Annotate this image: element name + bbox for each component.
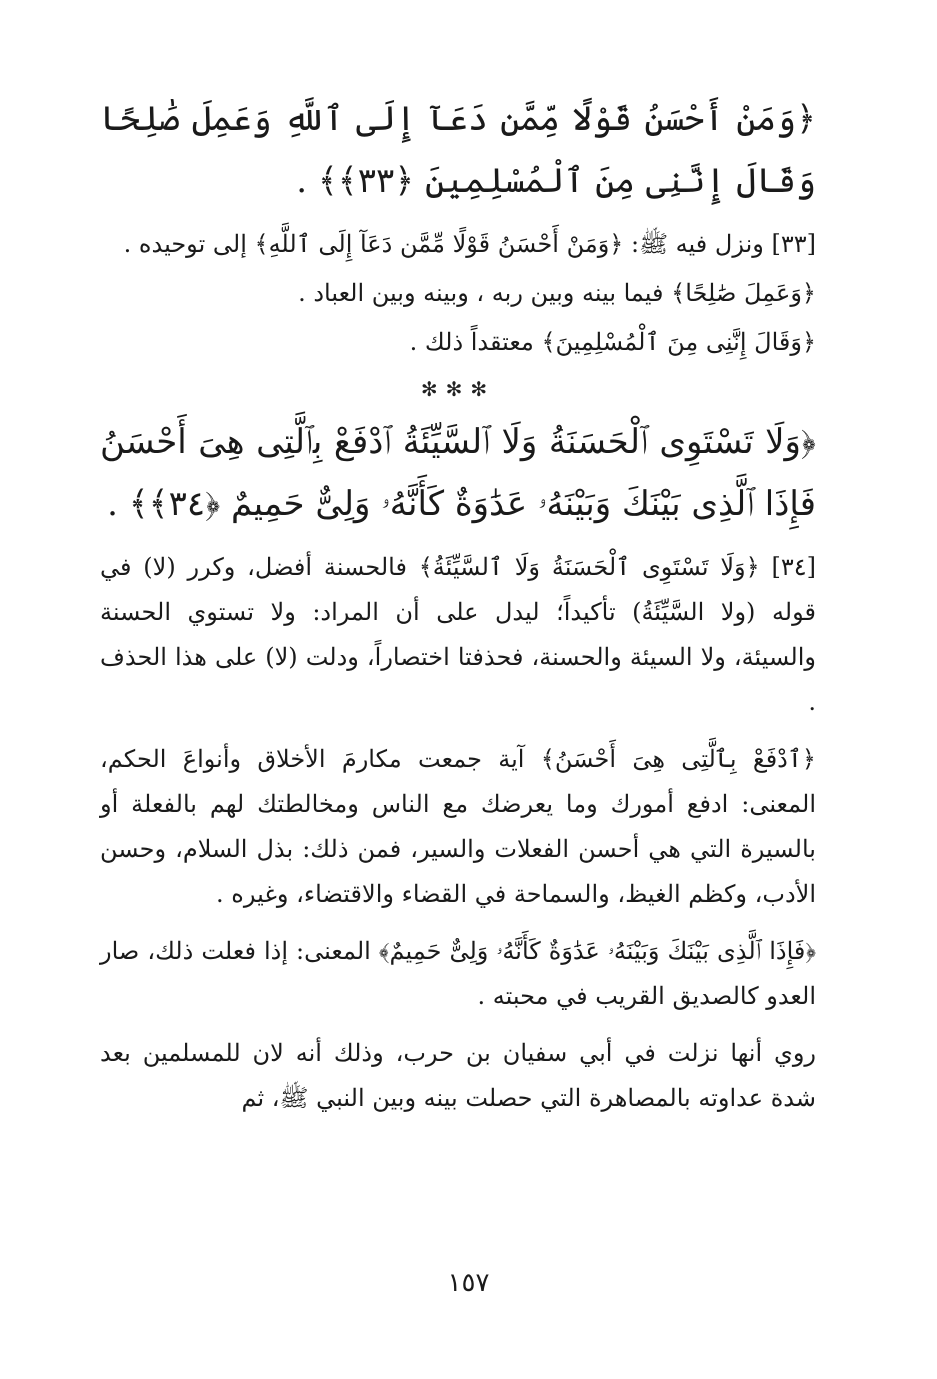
commentary-33-line-1: [٣٣] ونزل فيه ﷺ: ﴿وَمَنْ أَحْسَنُ قَوْلًا مِّمَّن دَعَآ إِلَى ٱللَّهِ﴾ إلى توحيده . [123, 230, 816, 258]
quran-verse-34: ﴿وَلَا تَسْتَوِى ٱلْحَسَنَةُ وَلَا ٱلسَّيِّئَةُ ٱدْفَعْ بِٱلَّتِى هِىَ أَحْسَنُ فَإِذَا ٱلَّذِى بَيْنَكَ وَبَيْنَهُۥ عَدَٰوَةٌ كَأَنَّهُۥ وَلِىٌّ حَمِيمٌ ﴿٣٤﴾﴾ . [100, 422, 816, 524]
commentary-34-para-4: روي أنها نزلت في أبي سفيان بن حرب، وذلك أنه لان للمسلمين بعد شدة عداوته بالمصاهرة التي حصلت بينه وبين النبي ﷺ، ثم [100, 1039, 816, 1112]
commentary-34-para-2: ﴿ٱدْفَعْ بِٱلَّتِى هِىَ أَحْسَنُ﴾ آية جمعت مكارمَ الأخلاق وأنواعَ الحكم، المعنى: ادفع أمورك وما يعرضك مع الناس ومخالطتك لهم بالفعلة أو بالسيرة التي هي أحسن الفعلات والسير، فمن ذلك: بذل السلام، وحسن الأدب، وكظم الغيظ، والسماحة في القضاء والاقتضاء، وغيره . [100, 745, 816, 908]
commentary-34-para-1: [٣٤] ﴿وَلَا تَسْتَوِى ٱلْحَسَنَةُ وَلَا ٱلسَّيِّئَةُ﴾ فالحسنة أفضل، وكرر (لا) في قوله (ولا السَّيِّئَةُ) تأكيداً؛ ليدل على أن المراد: ولا تستوي الحسنة والسيئة، ولا السيئة والحسنة، فحذفتا اختصاراً، ودلت (لا) على هذا الحذف . [100, 553, 817, 716]
commentary-34-para-3: ﴿فَإِذَا ٱلَّذِى بَيْنَكَ وَبَيْنَهُۥ عَدَٰوَةٌ كَأَنَّهُۥ وَلِىٌّ حَمِيمٌ﴾ المعنى: إذا فعلت ذلك، صار العدو كالصديق القريب في محبته . [100, 937, 816, 1010]
section-separator: ✻✻✻ [420, 377, 496, 401]
commentary-33-line-3: ﴿وَقَالَ إِنَّنِى مِنَ ٱلْمُسْلِمِينَ﴾ معتقداً ذلك . [409, 328, 816, 356]
page-body [100, 88, 816, 1338]
quran-verse-33: ﴿وَمَنْ أَحْسَنُ قَوْلًا مِّمَّن دَعَآ إِلَى ٱللَّهِ وَعَمِلَ صَٰلِحًا وَقَالَ إِنَّنِى مِنَ ٱلْمُسْلِمِينَ ﴿٣٣﴾﴾ . [100, 99, 816, 201]
page-number: ١٥٧ [447, 1268, 490, 1298]
commentary-33-line-2: ﴿وَعَمِلَ صَٰلِحًا﴾ فيما بينه وبين ربه ، وبينه وبين العباد . [298, 279, 816, 307]
